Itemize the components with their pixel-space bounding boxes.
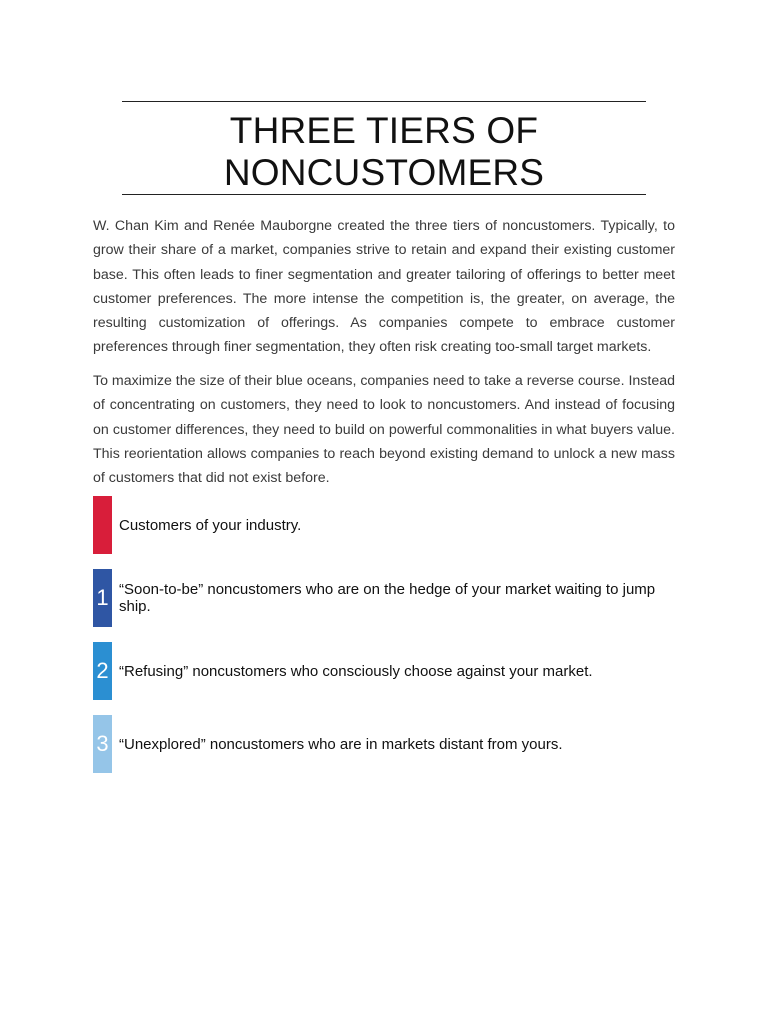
tier-number-badge: 2	[93, 642, 112, 700]
tier-item-customers	[93, 496, 675, 554]
tier-item-1	[93, 569, 675, 627]
tier-label: “Soon-to-be” noncustomers who are on the hedge of your market waiting to jump ship.	[119, 581, 656, 615]
tier-color-bar	[93, 496, 112, 554]
tier-item-2	[93, 642, 675, 700]
page-title-line-2: NONCUSTOMERS	[223, 152, 545, 193]
intro-paragraph: W. Chan Kim and Renée Mauborgne created the three tiers of noncustomers. Typically, to grow their share of a market, companies strive to retain and expand their existing customer base. This often leads to finer segmentation and greater tailoring of offerings to better meet customer preferences. The more intense the competition is, the greater, on average, the resulting customization of offerings. As companies compete to embrace customer preferences through finer segmentation, they often risk creating too-small target markets.	[93, 218, 675, 356]
tier-number-badge: 3	[93, 715, 112, 773]
tier-label: “Refusing” noncustomers who consciously choose against your market.	[119, 662, 593, 680]
tier-label: Customers of your industry.	[119, 516, 302, 534]
tier-number-badge: 1	[93, 569, 112, 627]
strategy-paragraph: To maximize the size of their blue oceans, companies need to take a reverse course. Instead of concentrating on customers, they need to look to noncustomers. And instead of focusing on customer differences, they need to build on powerful commonalities in what buyers value. This reorientation allows companies to reach beyond existing demand to unlock a new mass of customers that did not exist before.	[93, 373, 675, 487]
tier-label: “Unexplored” noncustomers who are in markets distant from yours.	[119, 735, 563, 753]
title-block	[122, 101, 646, 195]
tier-item-3	[93, 715, 675, 773]
page-title-line-1: THREE TIERS OF	[229, 110, 539, 151]
